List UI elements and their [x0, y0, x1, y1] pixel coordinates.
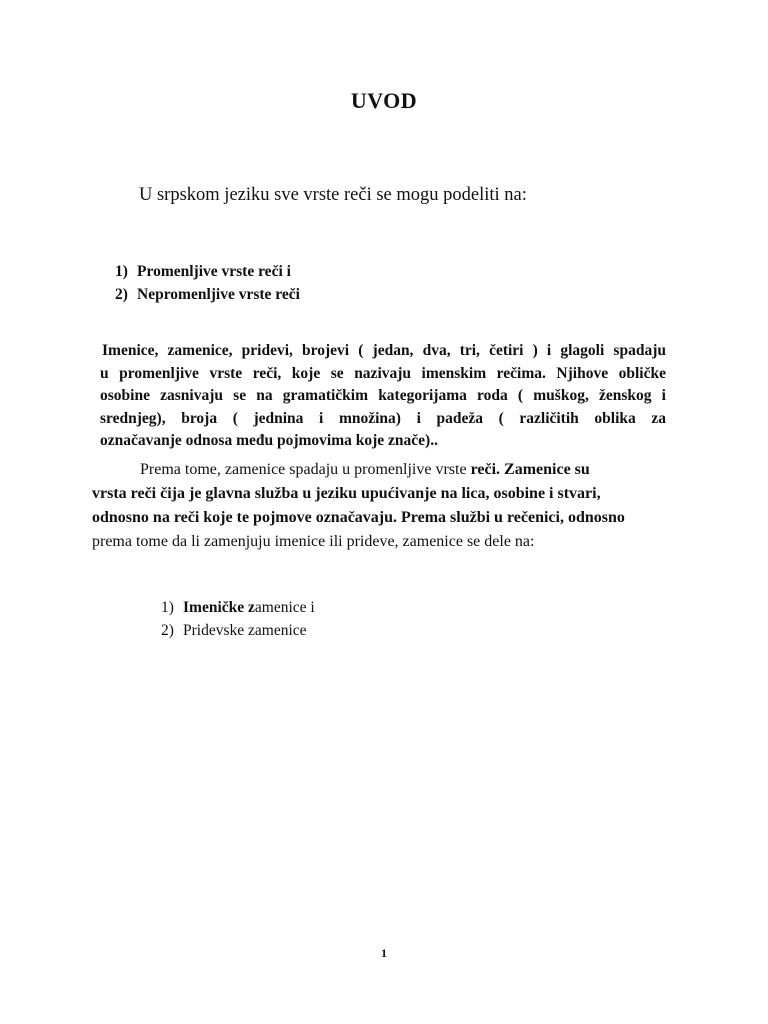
list-item-number: 1)	[161, 599, 174, 616]
paragraph-line-bold: reči. Zamenice su	[470, 461, 590, 478]
paragraph-line: odnosno na reči koje te pojmove označavaju. Prema službi u rečenici, odnosno	[92, 509, 625, 526]
paragraph-line: u promenljive vrste reči, koje se nazivaju imenskim rečima. Njihove obličke	[100, 364, 666, 382]
paragraph-line: srednjeg), broja ( jednina i množina) i padeža ( različitih oblika za	[100, 409, 666, 427]
list-item-text: amenice i	[254, 599, 315, 616]
paragraph-line: vrsta reči čija je glavna služba u jeziku upućivanje na lica, osobine i stvari,	[92, 485, 601, 502]
page-number: 1	[381, 946, 387, 960]
list-item-text: Pridevske zamenice	[183, 622, 307, 639]
pronoun-types-list	[161, 596, 315, 642]
paragraph-line: prema tome da li zamenjuju imenice ili prideve, zamenice se dele na:	[92, 533, 535, 550]
paragraph-line: osobine zasnivaju se na gramatičkim kategorijama roda ( muškog, ženskog i	[100, 387, 666, 405]
list-item	[161, 596, 315, 619]
paragraph-line-plain: Prema tome, zamenice spadaju u promenljive vrste	[140, 461, 471, 478]
paragraph-line	[92, 458, 672, 482]
intro-text: U srpskom jeziku sve vrste reči se mogu podeliti na:	[139, 185, 527, 205]
paragraph-pronouns	[92, 458, 672, 554]
list-item-text: Promenljive vrste reči i	[137, 263, 291, 280]
list-item-bold-text: Imeničke z	[183, 599, 255, 616]
paragraph-variable-words	[100, 340, 666, 453]
list-item	[161, 619, 315, 642]
list-item-text: Nepromenljive vrste reči	[137, 286, 300, 303]
list-item	[115, 260, 300, 283]
word-types-list	[115, 260, 300, 306]
page-title: UVOD	[350, 88, 418, 113]
list-item-number: 2)	[115, 286, 128, 303]
paragraph-line: Imenice, zamenice, pridevi, brojevi ( jedan, dva, tri, četiri ) i glagoli spadaju	[102, 342, 666, 359]
list-item-number: 2)	[161, 622, 174, 639]
paragraph-line: označavanje odnosa među pojmovima koje znače)..	[100, 432, 438, 450]
list-item-number: 1)	[115, 263, 128, 280]
list-item	[115, 283, 300, 306]
